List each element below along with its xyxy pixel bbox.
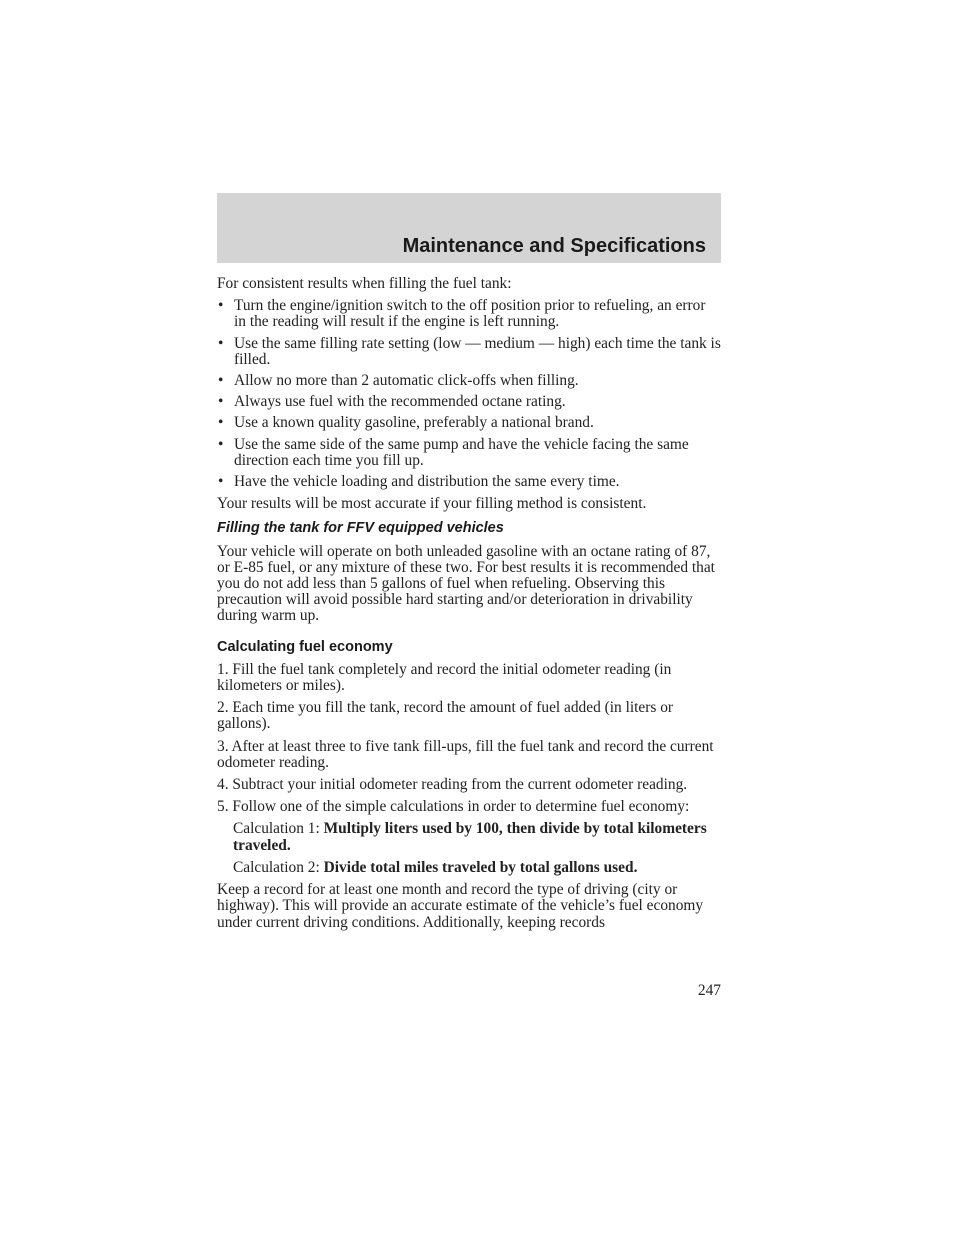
step-4: 4. Subtract your initial odometer reading from the current odometer reading. — [217, 776, 688, 794]
list-item: • Have the vehicle loading and distribution the same every time. — [218, 473, 620, 491]
bullet-icon: • — [218, 334, 224, 352]
bullet-icon: • — [218, 414, 224, 432]
list-item: • Use the same side of the same pump and have the vehicle facing the same direction each time you fill up. — [218, 435, 689, 469]
list-item: • Turn the engine/ignition switch to the off position prior to refueling, an error in the reading will result if the engine is left running. — [218, 297, 706, 331]
list-item: • Use a known quality gasoline, preferably a national brand. — [218, 414, 594, 432]
intro-text: For consistent results when filling the fuel tank: — [217, 275, 512, 292]
closing-text: Keep a record for at least one month and record the type of driving (city or highway). This will provide an accurate estimate of the vehicle’s fuel economy under current driving conditions. Additionally, keeping records — [217, 881, 704, 931]
bullet-icon: • — [218, 435, 224, 453]
list-item: • Always use fuel with the recommended octane rating. — [218, 393, 566, 411]
list-item: • Allow no more than 2 automatic click-offs when filling. — [218, 372, 579, 390]
page-body — [217, 276, 721, 937]
calculation-1: Calculation 1: Multiply liters used by 100, then divide by total kilometers traveled. — [233, 820, 707, 854]
step-3: 3. After at least three to five tank fill-ups, fill the fuel tank and record the current odometer reading. — [217, 737, 714, 771]
ffv-heading: Filling the tank for FFV equipped vehicles — [217, 520, 504, 537]
calculation-2-formula: Divide total miles traveled by total gallons used. — [323, 858, 638, 876]
bullet-icon: • — [218, 372, 224, 390]
step-5: 5. Follow one of the simple calculations in order to determine fuel economy: — [217, 798, 690, 816]
calculation-1-formula: Multiply liters used by 100, then divide by total kilometers traveled. — [233, 820, 707, 854]
tips-list — [217, 298, 721, 490]
page-number: 247 — [697, 982, 721, 999]
section-title: Maintenance and Specifications — [402, 235, 706, 257]
ffv-text: Your vehicle will operate on both unleaded gasoline with an octane rating of 87, or E-85 fuel, or any mixture of these two. For best results it is recommended that you do not add less than 5 gallons of fuel when refueling. Observing this precaution will avoid possible hard starting and/or deterioration in drivability during warm up. — [217, 542, 715, 625]
bullet-icon: • — [218, 473, 224, 491]
step-2: 2. Each time you fill the tank, record the amount of fuel added (in liters or gallons). — [217, 699, 674, 733]
step-1: 1. Fill the fuel tank completely and record the initial odometer reading (in kilometers or miles). — [217, 660, 672, 695]
results-note: Your results will be most accurate if your filling method is consistent. — [217, 495, 647, 513]
fuel-economy-heading: Calculating fuel economy — [217, 638, 393, 655]
calculation-2: Calculation 2: Divide total miles traveled by total gallons used. — [233, 858, 638, 876]
bullet-icon: • — [218, 393, 224, 411]
list-item: • Use the same filling rate setting (low — medium — high) each time the tank is filled. — [218, 334, 721, 368]
bullet-icon: • — [218, 297, 224, 315]
section-header-band — [217, 193, 721, 263]
